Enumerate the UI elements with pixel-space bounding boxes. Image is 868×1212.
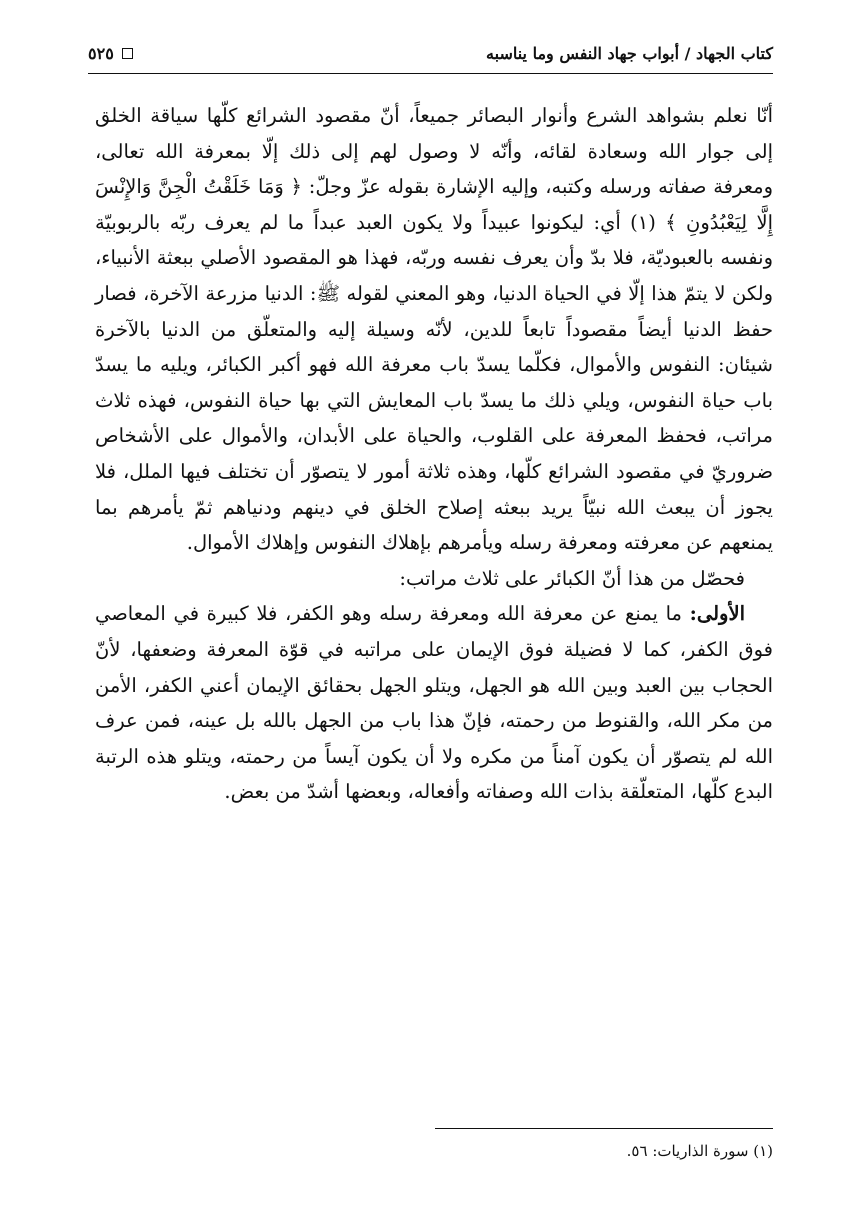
book-title: كتاب الجهاد / أبواب جهاد النفس وما يناسبه: [486, 43, 773, 63]
paragraph: أنّا نعلم بشواهد الشرع وأنوار البصائر جميعاً، أنّ مقصود الشرائع كلّها سياقة الخلق إلى جوار الله وسعادة لقائه، وأنّه لا وصول لهم إلى ذلك إلّا بمعرفة الله تعالى، ومعرفة صفاته ورسله وكتبه، وإليه الإشارة بقوله عزّ وجلّ: ﴿ وَمَا خَلَقْتُ الْجِنَّ وَالإِنْسَ إِلَّا لِيَعْبُدُونِ ﴾ (١) أي: ليكونوا عبيداً ولا يكون العبد عبداً ما لم يعرف ربّه بالربوبيّة ونفسه بالعبوديّة، فلا بدّ وأن يعرف نفسه وربّه، فهذا هو المقصود الأصلي ببعثة الأنبياء، ولكن لا يتمّ هذا إلّا في الحياة الدنيا، وهو المعني لقوله ﷺ: الدنيا مزرعة الآخرة، فصار حفظ الدنيا أيضاً مقصوداً تابعاً للدين، لأنّه وسيلة إليه والمتعلّق من الدنيا بالآخرة شيئان: النفوس والأموال، فكلّما يسدّ باب معرفة الله فهو أكبر الكبائر، ويليه ما يسدّ باب حياة النفوس، ويلي ذلك ما يسدّ باب المعايش التي بها حياة النفوس، فهذه ثلاث مراتب، فحفظ المعرفة على القلوب، والحياة على الأبدان، والأموال على الأشخاص ضروريّ في مقصود الشرائع كلّها، وهذه ثلاثة أمور لا يتصوّر أن تختلف فيها الملل، فلا يجوز أن يبعث الله نبيّاً يريد ببعثه إصلاح الخلق في دينهم ودنياهم ثمّ يأمرهم بما يمنعهم عن معرفته ومعرفة رسله ويأمرهم بإهلاك النفوس وإهلاك الأموال.: [95, 104, 773, 555]
footnote-rule: [435, 1128, 773, 1129]
first-rank-lead: الأولى:: [689, 602, 745, 626]
paragraph: فحصّل من هذا أنّ الكبائر على ثلاث مراتب:: [399, 566, 745, 590]
page-number: ٥٢٥: [88, 43, 114, 63]
paragraph-first-rank: [95, 596, 773, 810]
main-text: [95, 98, 773, 810]
square-ornament-icon: [122, 48, 133, 59]
page-number-group: [88, 44, 133, 63]
first-rank-text: ما يمنع عن معرفة الله ومعرفة رسله وهو الكفر، فلا كبيرة في المعاصي فوق الكفر، كما لا فضيلة فوق الإيمان على مراتبه في قوّة المعرفة وضعفها، لأنّ الحجاب بين العبد وبين الله هو الجهل، ويتلو الجهل بحقائق الإيمان أعني الكفر، الأمن من مكر الله، والقنوط من رحمته، فإنّ هذا باب من الجهل بالله بل عينه، فمن عرف الله لم يتصوّر أن يكون آمناً من مكره ولا أن يكون آيساً من رحمته، ويتلو هذه الرتبة البدع كلّها، المتعلّقة بذات الله وصفاته وأفعاله، وبعضها أشدّ من بعض.: [95, 602, 773, 804]
running-header: [88, 38, 773, 68]
header-rule: [88, 73, 773, 74]
footnote: (١) سورة الذاريات: ٥٦.: [626, 1142, 773, 1160]
